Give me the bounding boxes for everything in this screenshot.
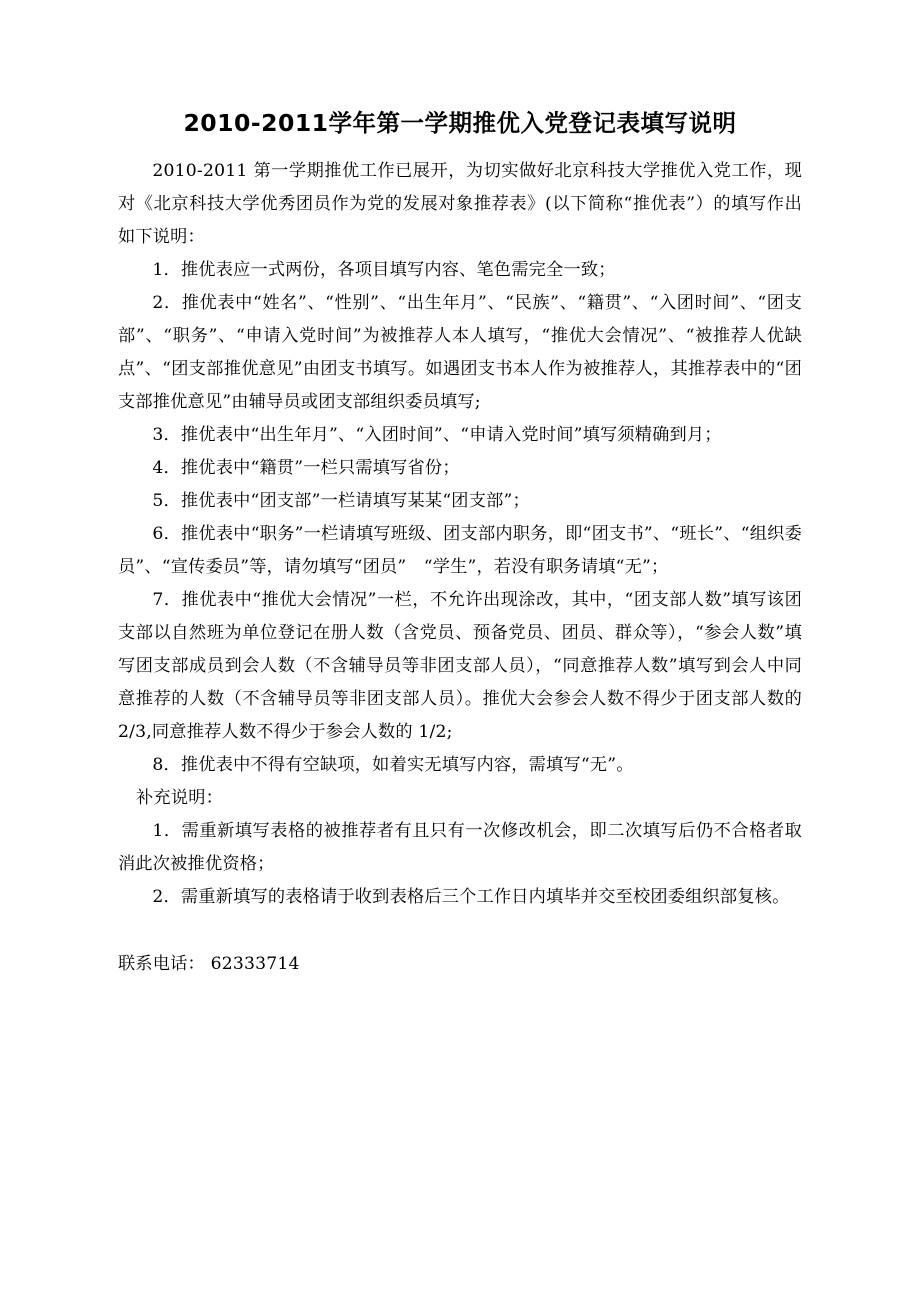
- instruction-item-7: 7．推优表中“推优大会情况”一栏，不允许出现涂改，其中，“团支部人数”填写该团支部以自然班为单位登记在册人数（含党员、预备党员、团员、群众等），“参会人数”填写团支部成员到会人数（不含辅导员等非团支部人员），“同意推荐人数”填写到会人中同意推荐的人数（不含辅导员等非团支部人员）。推优大会参会人数不得少于团支部人数的 2/3,同意推荐人数不得少于参会人数的 1/2;: [118, 589, 802, 742]
- instruction-item-8: 8．推优表中不得有空缺项，如着实无填写内容，需填写“无”。: [152, 754, 634, 775]
- instruction-item-3: 3．推优表中“出生年月”、“入团时间”、“申请入党时间”填写须精确到月；: [152, 424, 722, 445]
- intro-paragraph: 2010-2011 第一学期推优工作已展开，为切实做好北京科技大学推优入党工作，现对《北京科技大学优秀团员作为党的发展对象推荐表》(以下简称“推优表”）的填写作出如下说明：: [118, 160, 802, 247]
- instruction-item-2: 2．推优表中“姓名”、“性别”、“出生年月”、“民族”、“籍贯”、“入团时间”、“团支部”、“职务”、“申请入党时间”为被推荐人本人填写，“推优大会情况”、“被推荐人优缺点”、“团支部推优意见”由团支书填写。如遇团支书本人作为被推荐人，其推荐表中的“团支部推优意见”由辅导员或团支部组织委员填写;: [118, 292, 802, 412]
- supplement-item-1: 1．需重新填写表格的被推荐者有且只有一次修改机会，即二次填写后仍不合格者取消此次被推优资格；: [118, 820, 802, 874]
- instruction-item-6: 6．推优表中“职务”一栏请填写班级、团支部内职务，即“团支书”、“班长”、“组织委员”、“宣传委员”等，请勿填写“团员” “学生”，若没有职务请填“无”；: [118, 523, 802, 577]
- page-title: 2010-2011学年第一学期推优入党登记表填写说明: [183, 109, 737, 137]
- supplement-heading: 补充说明：: [136, 787, 223, 808]
- supplement-item-2: 2．需重新填写的表格请于收到表格后三个工作日内填毕并交至校团委组织部复核。: [152, 886, 790, 907]
- contact-phone: 联系电话： 62333714: [118, 953, 300, 974]
- instruction-item-4: 4．推优表中“籍贯”一栏只需填写省份；: [152, 457, 460, 478]
- instruction-item-5: 5．推优表中“团支部”一栏请填写某某“团支部”；: [152, 490, 530, 511]
- instruction-item-1: 1．推优表应一式两份，各项目填写内容、笔色需完全一致；: [152, 259, 616, 280]
